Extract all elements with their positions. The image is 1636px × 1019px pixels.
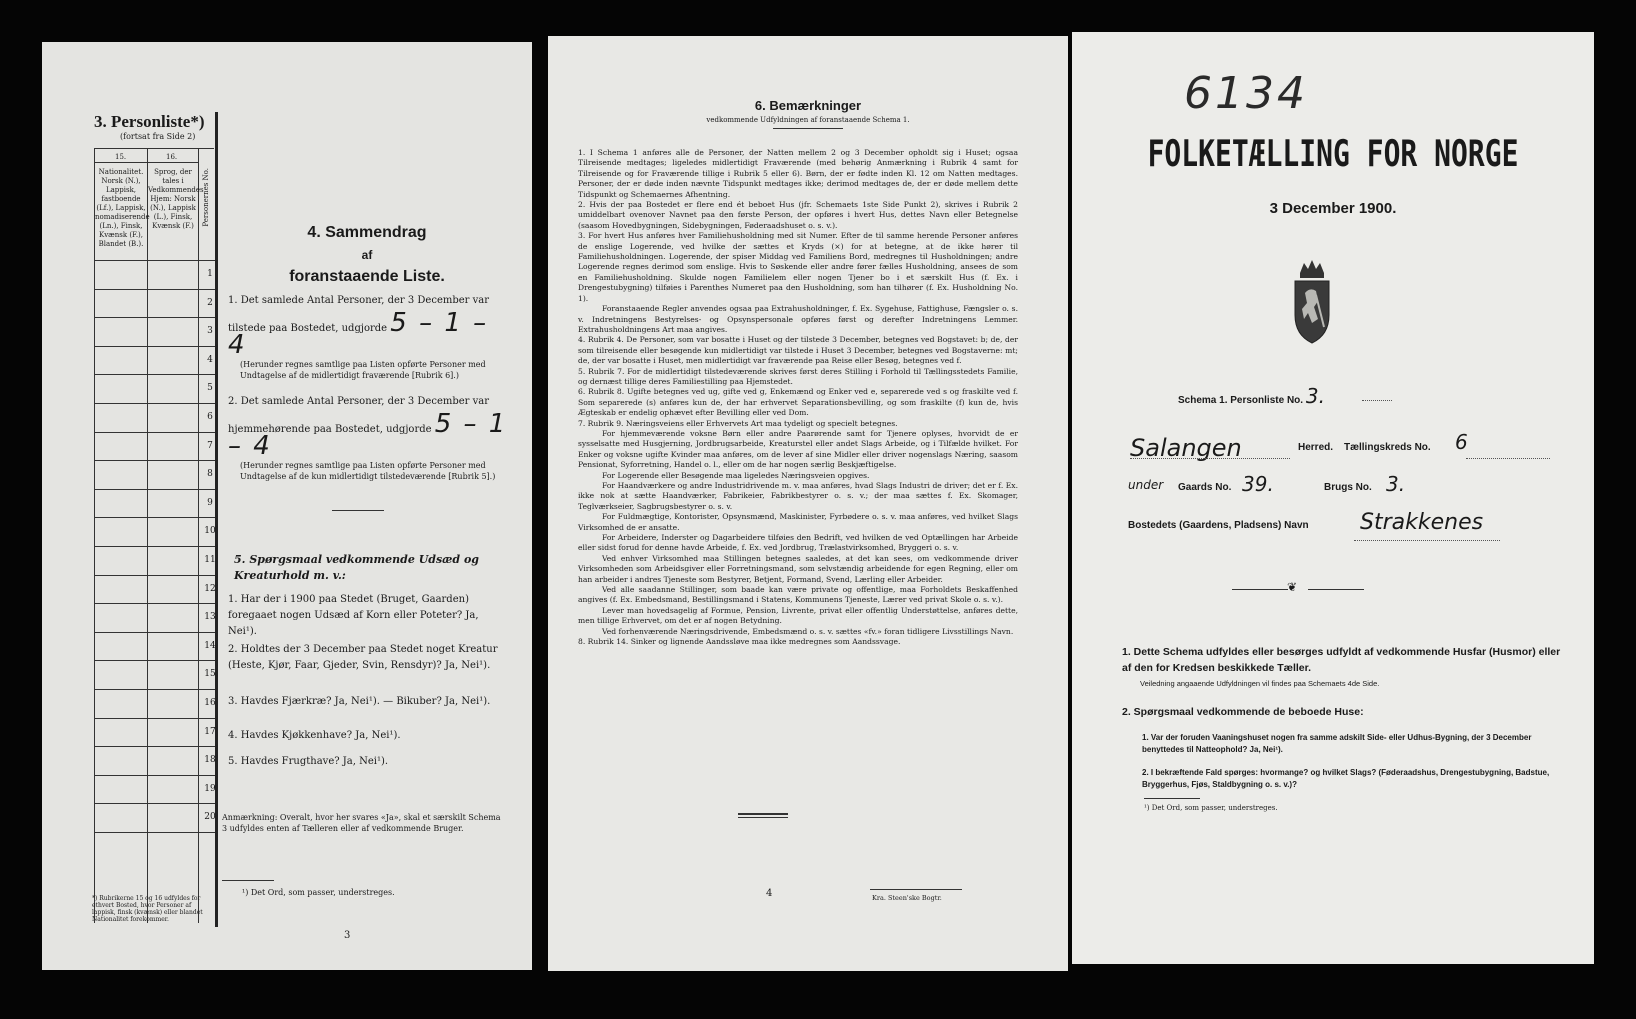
footnote-understreges: ¹) Det Ord, som passer, understreges. [242,888,395,897]
personernes-no-header: Personernes No. [202,168,210,227]
schema-label: Schema 1. Personliste No. [1178,395,1304,406]
handwritten-serial-number: 6134 [1184,68,1308,119]
schema-line [1178,384,1325,408]
col-divider-2 [198,148,199,923]
sammendrag-heading [272,222,462,288]
row-number: 8 [207,469,213,480]
table-row [94,546,215,547]
row-number: 20 [204,812,216,823]
page-number-4: 4 [766,888,773,899]
footnote-right: ¹) Det Ord, som passer, understreges. [1144,804,1278,812]
question-4: 4. Havdes Kjøkkenhave? Ja, Nei¹). [228,730,401,741]
table-row [94,660,215,661]
instruction-1-sub: Veiledning angaaende Udfyldningen vil findes paa Schemaets 4de Side. [1140,679,1380,688]
kreds-value: 6 [1455,430,1468,454]
remark-1: 1. I Schema 1 anføres alle de Personer, der Natten mellem 2 og 3 December opholdt sig i Huset; ogsaa Tilreisende medtages; ligeledes midlertidigt Fraværende (med behørig Anmærkning i Rubrik 4 samt for Tilreisende og for Fraværende tillige i Rubrik 5 eller 6). Børn, der er fødte inden Kl. 12 om Natten medtages. Personer, der er døde inden nævnte Tidspunkt medtages ikke; derimod medtages de, der er døde mellem dette Tidspunkt og Schemaernes Afhentning. [578,148,1018,199]
summary-item-1 [228,293,508,381]
gaard-label: Gaards No. [1178,482,1232,493]
table-row [94,489,215,490]
instruction-2: 2. Spørgsmaal vedkommende de beboede Huse: [1122,706,1364,718]
instruction-1 [1122,644,1562,692]
ornament-rule-left [1232,589,1288,590]
table-row [94,775,215,776]
remark-7a: For hjemmeværende voksne Børn eller andre Paarørende samt for Tjenere oplyses, hvorvidt de er sysselsatte med Husgjerning, Jordbrugsarbeide, Kreaturstel eller andet Slags Arbeide, og i Tilfælde hvilket. For Enker og voksne ugifte Kvinder maa anføres, om de lever af sine Midler eller driver nogenslags Næring, saasom Pensionat, Syforretning, Handel o. l., eller om de har nogen særlig Beskjæftigelse. [578,428,1018,470]
page-right-cover [1072,32,1594,964]
summary-item-2-text: 2. Det samlede Antal Personer, der 3 December var [228,396,490,407]
instruction-1-text: 1. Dette Schema udfyldes eller besørges udfyldt af vedkommende Husfar (Husmor) eller af den for Kredsen beskikkede Tæller. [1122,646,1561,674]
summary-item-1-text: 1. Det samlede Antal Personer, der 3 December var [228,295,490,306]
page-left [42,42,532,970]
remark-7d: For Fuldmægtige, Kontorister, Opsynsmænd, Maskinister, Fyrbødere o. s. v. maa anføres, ved hvilket Slags Virksomhed de er ansatte. [578,512,1018,532]
row-number: 14 [204,640,216,651]
herred-value: Salangen [1130,434,1242,462]
row-number: 10 [204,526,216,537]
table-footnote: *) Rubrikerne 15 og 16 udfyldes for ethvert Bosted, hvor Personer af lappisk, finsk (kvænsk) eller blandet Nationalitet forekommer. [92,895,203,923]
table-row [94,403,215,404]
sammendrag-title-line2: af [361,248,373,262]
row-number: 19 [204,783,216,794]
remark-3b: Foranstaaende Regler anvendes ogsaa paa Extrahusholdninger, f. Ex. Sygehuse, Fattighuse, Fængsler o. s. v. Indretningens Bestyrelses- og Opsynspersonale opføres først og derefter Indretningens Lemmer. Extrahusholdningens Art maa angives. [578,304,1018,334]
table-row [94,832,215,833]
row-number: 11 [204,555,216,565]
census-date: 3 December 1900. [1269,200,1397,217]
personliste-subtitle: (fortsat fra Side 2) [120,132,196,141]
bosted-label: Bostedets (Gaardens, Pladsens) Navn [1128,520,1309,531]
printer-rule [870,889,962,890]
census-title: FOLKETÆLLING FOR NORGE [1147,132,1519,175]
remark-2: 2. Hvis der paa Bostedet er flere end ét beboet Hus (jfr. Schemaets 1ste Side Punkt 2), skrives i Rubrik 2 umiddelbart ovenover Navnet paa den første Person, der opføres i hvert Hus, dettes Navn eller Betegnelse (saasom Hovedbygningen, Sidebygningen, Føderaadshuset o. s. v.). [578,200,1018,230]
row-number: 2 [207,297,213,308]
remark-7b: For Logerende eller Besøgende maa ligeledes Næringsveien opgives. [602,470,870,480]
page-middle [548,36,1068,971]
table-row [94,346,215,347]
row-number: 9 [207,497,213,508]
page-number-3: 3 [344,930,351,941]
table-row [94,374,215,375]
colnum-rule [94,162,198,163]
row-number: 4 [207,354,213,365]
kreds-label: Tællingskreds No. [1344,442,1431,453]
gaard-line [1128,472,1568,496]
end-ornament-rule-2 [738,817,788,818]
title-rule [773,128,843,129]
remark-7: 7. Rubrik 9. Næringsveiens eller Erhvervets Art maa tydeligt og specielt betegnes. [578,418,898,428]
table-row [94,632,215,633]
row-number: 13 [204,612,216,623]
table-row [94,718,215,719]
house-question-2: 2. I bekræftende Fald spørges: hvormange? og hvilket Slags? (Føderaadshus, Drengestubygning, Badstue, Bryggerhus, Fjøs, Staldbygning o. s. v.)? [1142,768,1550,789]
ornament-rule-right [1308,589,1364,590]
schema-dotted [1362,400,1392,401]
herred-label: Herred. [1298,442,1334,453]
kreds-dotted [1466,458,1550,459]
footnote-rule [222,880,274,881]
table-row [94,689,215,690]
remark-8: 8. Rubrik 14. Sinker og lignende Aandssløve maa ikke medregnes som Aandssvage. [578,637,901,647]
col-divider-1 [147,148,148,923]
norway-lion-crest-icon [1290,257,1334,347]
table-row [94,432,215,433]
remark-7i: Ved forhenværende Næringsdrivende, Embedsmænd o. s. v. sættes «fv.» foran tidligere Livsstillings Navn. [602,626,1014,636]
table-row [94,289,215,290]
gaard-value: 39. [1242,472,1274,496]
question-2: 2. Holdtes der 3 December paa Stedet noget Kreatur (Heste, Kjør, Faar, Gjeder, Svin, Rensdyr)? Ja, Nei¹). [228,644,498,671]
bosted-value: Strakkenes [1360,510,1484,535]
remark-7c: For Haandværkere og andre Industridrivende m. v. maa anføres, hvad Slags Industri de driver; det er f. Ex. ikke nok at sætte Haandværker, Fabrikeier, Fabrikbestyrer o. s. v.; der maa sættes f. Ex. Skomager, Teglværkseier, Sagbrugsbestyrer o. s. v. [578,481,1018,511]
summary-item-2-label: hjemmehørende paa Bostedet, udgjorde [228,424,432,435]
footnote-rule-right [1144,798,1200,799]
remark-4: 4. Rubrik 4. De Personer, som var bosatte i Huset og der tilstede 3 December, betegnes ved Bogstavet: b; de, der som tilreisende eller besøgende kun midlertidigt var tilstede i Huset 3 December, betegnes ved Bogstaverne: mt; de, der var bosatte i Huset, men midlertidigt var fraværende paa Reise eller Besøg, betegnes ved f. [578,335,1018,366]
summary-item-2-note: (Herunder regnes samtlige paa Listen opførte Personer med Undtagelse af de kun midlertidigt tilstedeværende [Rubrik 5].) [240,461,496,481]
ornament-icon: ❦ [1287,580,1298,594]
remark-7f: Ved enhver Virksomhed maa Stillingen betegnes saaledes, at det kan sees, om vedkommende driver Virksomheden som Arbeidsgiver eller Forretningsmand, som selvstændig arbeidende for egen Regning, eller om han arbeider i andres Tjeneste som Bestyrer, Betjent, Formand, Svend, Lærling eller Arbeider. [578,553,1018,584]
personliste-title: 3. Personliste*) [94,112,205,131]
table-row [94,460,215,461]
row-number: 12 [204,583,216,594]
house-question-1: 1. Var der foruden Vaaningshuset nogen fra samme adskilt Side- eller Udhus-Bygning, der 3 December benyttedes til Natteophold? Ja, Nei¹). [1142,733,1532,754]
table-row [94,603,215,604]
sammendrag-title-line1: 4. Sammendrag [307,224,427,241]
handwritten-hjemmehorende-count: 5 – 1 – 4 [228,409,508,461]
col16-header: Sprog, der tales i Vedkommendes Hjem: Norsk (N.), Lappisk (L.), Finsk, Kvænsk (F.) [148,168,204,230]
remark-5: 5. Rubrik 7. For de midlertidigt tilstedeværende skrives først deres Stilling i Forhold til Tællingsstedets Familie, og dernæst tillige deres Familiestilling paa Hjemstedet. [578,366,1018,386]
gaard-prefix: under [1128,478,1164,492]
udsaed-heading: 5. Spørgsmaal vedkommende Udsæd og Kreaturhold m. v.: [234,553,479,582]
row-number: 17 [204,726,216,737]
printer-credit: Kra. Steen'ske Bogtr. [872,894,942,902]
anmerkning-note: Anmærkning: Overalt, hvor her svares «Ja», skal et særskilt Schema 3 udfyldes enten af Tælleren eller af vedkommende Bruger. [222,813,501,833]
row-number: 3 [207,326,213,337]
bosted-dotted [1354,540,1500,541]
question-5: 5. Havdes Frugthave? Ja, Nei¹). [228,756,389,767]
herred-dotted [1130,458,1290,459]
table-right-border [215,112,218,927]
summary-item-1-label: tilstede paa Bostedet, udgjorde [228,323,388,334]
table-left-border [94,148,95,923]
remark-6: 6. Rubrik 8. Ugifte betegnes ved ug, gifte ved g, Enkemænd og Enker ved e, separerede ved s og fraskilte ved f. Som separerede (s) anføres kun de, der har erhvervet Separationsbevilling, og som fraskilte (f) kun de, hvis Ægteskab er endelig ophævet efter Bevilling eller ved Dom. [578,387,1018,418]
row-number: 15 [204,669,216,680]
summary-item-2 [228,394,508,482]
header-bottom-rule [94,260,215,261]
personliste-number-value: 3. [1305,384,1325,408]
remark-3: 3. For hvert Hus anføres hver Familiehusholdning med sit Numer. Efter de til samme herende Personer anføres de enslige Logerende, ved hvilke der sættes et Kryds (×) for at betegne, at de ikke hører til Familiehusholdningen. Logerende, der spiser Middag ved Familiens Bord, medregnes til Husholdningen; andre Logerende regnes derimod som enslige. Hvis to Søskende eller andre fører fælles Husholdning, ansees de som en Familiehusholdning. Skulde nogen Familielem eller nogen Tjener bo i et særskilt Hus (f. Ex. i Drengestubygning) tilføies i Parenthes Numeret paa den Husholdning, som han tilhører (f. Ex. Husholdning No. 1). [578,231,1018,303]
section-divider [332,510,384,511]
bemaerkninger-subtitle: vedkommende Udfyldningen af foranstaaende Schema 1. [706,116,910,124]
summary-item-1-note: (Herunder regnes samtlige paa Listen opførte Personer med Undtagelse af de midlertidigt fraværende [Rubrik 6].) [240,360,486,380]
row-number: 5 [207,383,213,394]
bemaerkninger-body [578,148,1018,648]
table-top-rule [94,148,214,149]
col15-number: 15. [115,153,127,161]
row-number: 7 [207,440,213,451]
row-number: 6 [207,412,213,422]
bemaerkninger-title: 6. Bemærkninger [754,98,862,113]
table-row [94,746,215,747]
col15-header: Nationalitet. Norsk (N.), Lappisk, fastboende (Lf.), Lappisk, nomadiserende (Ln.), Finsk, Kvænsk (F.), Blandet (B.). [95,168,150,248]
question-3: 3. Havdes Fjærkræ? Ja, Nei¹). — Bikuber? Ja, Nei¹). [228,696,491,707]
remark-7h: Lever man hovedsagelig af Formue, Pension, Livrente, privat eller offentlig Understøttelse, anføres dette, men tillige Erhvervet, om det er af nogen Betydning. [578,605,1018,626]
row-number: 1 [207,269,213,279]
table-row [94,575,215,576]
handwritten-tilstede-count: 5 – 1 – 4 [228,308,489,360]
row-number: 16 [204,698,216,708]
table-row [94,317,215,318]
table-row [94,803,215,804]
row-number: 18 [204,755,216,766]
table-row [94,517,215,518]
brugs-value: 3. [1386,472,1406,496]
end-ornament-rule [738,813,788,815]
remark-7g: Ved alle saadanne Stillinger, som baade kan være private og offentlige, maa Forholdets Beskaffenhed angives (f. Ex. Embedsmand, Bestillingsmand i Statens, Kommunens Tjeneste, Lærer ved privat Skole o. s. v.). [578,585,1018,605]
col16-number: 16. [166,153,178,161]
remark-7e: For Arbeidere, Inderster og Dagarbeidere tilføies den Bedrift, ved hvilken de ved Optællingen har Arbeide eller sidst forud for denne havde Arbeide, f. Ex. ved Jordbrug, Trælastvirksomhed, Bryggeri o. s. v. [578,533,1018,553]
question-1: 1. Har der i 1900 paa Stedet (Bruget, Gaarden) foregaaet nogen Udsæd af Korn eller Poteter? Ja, Nei¹). [228,594,479,637]
brugs-label: Brugs No. [1324,482,1372,493]
sammendrag-title-line3: foranstaaende Liste. [289,268,445,285]
